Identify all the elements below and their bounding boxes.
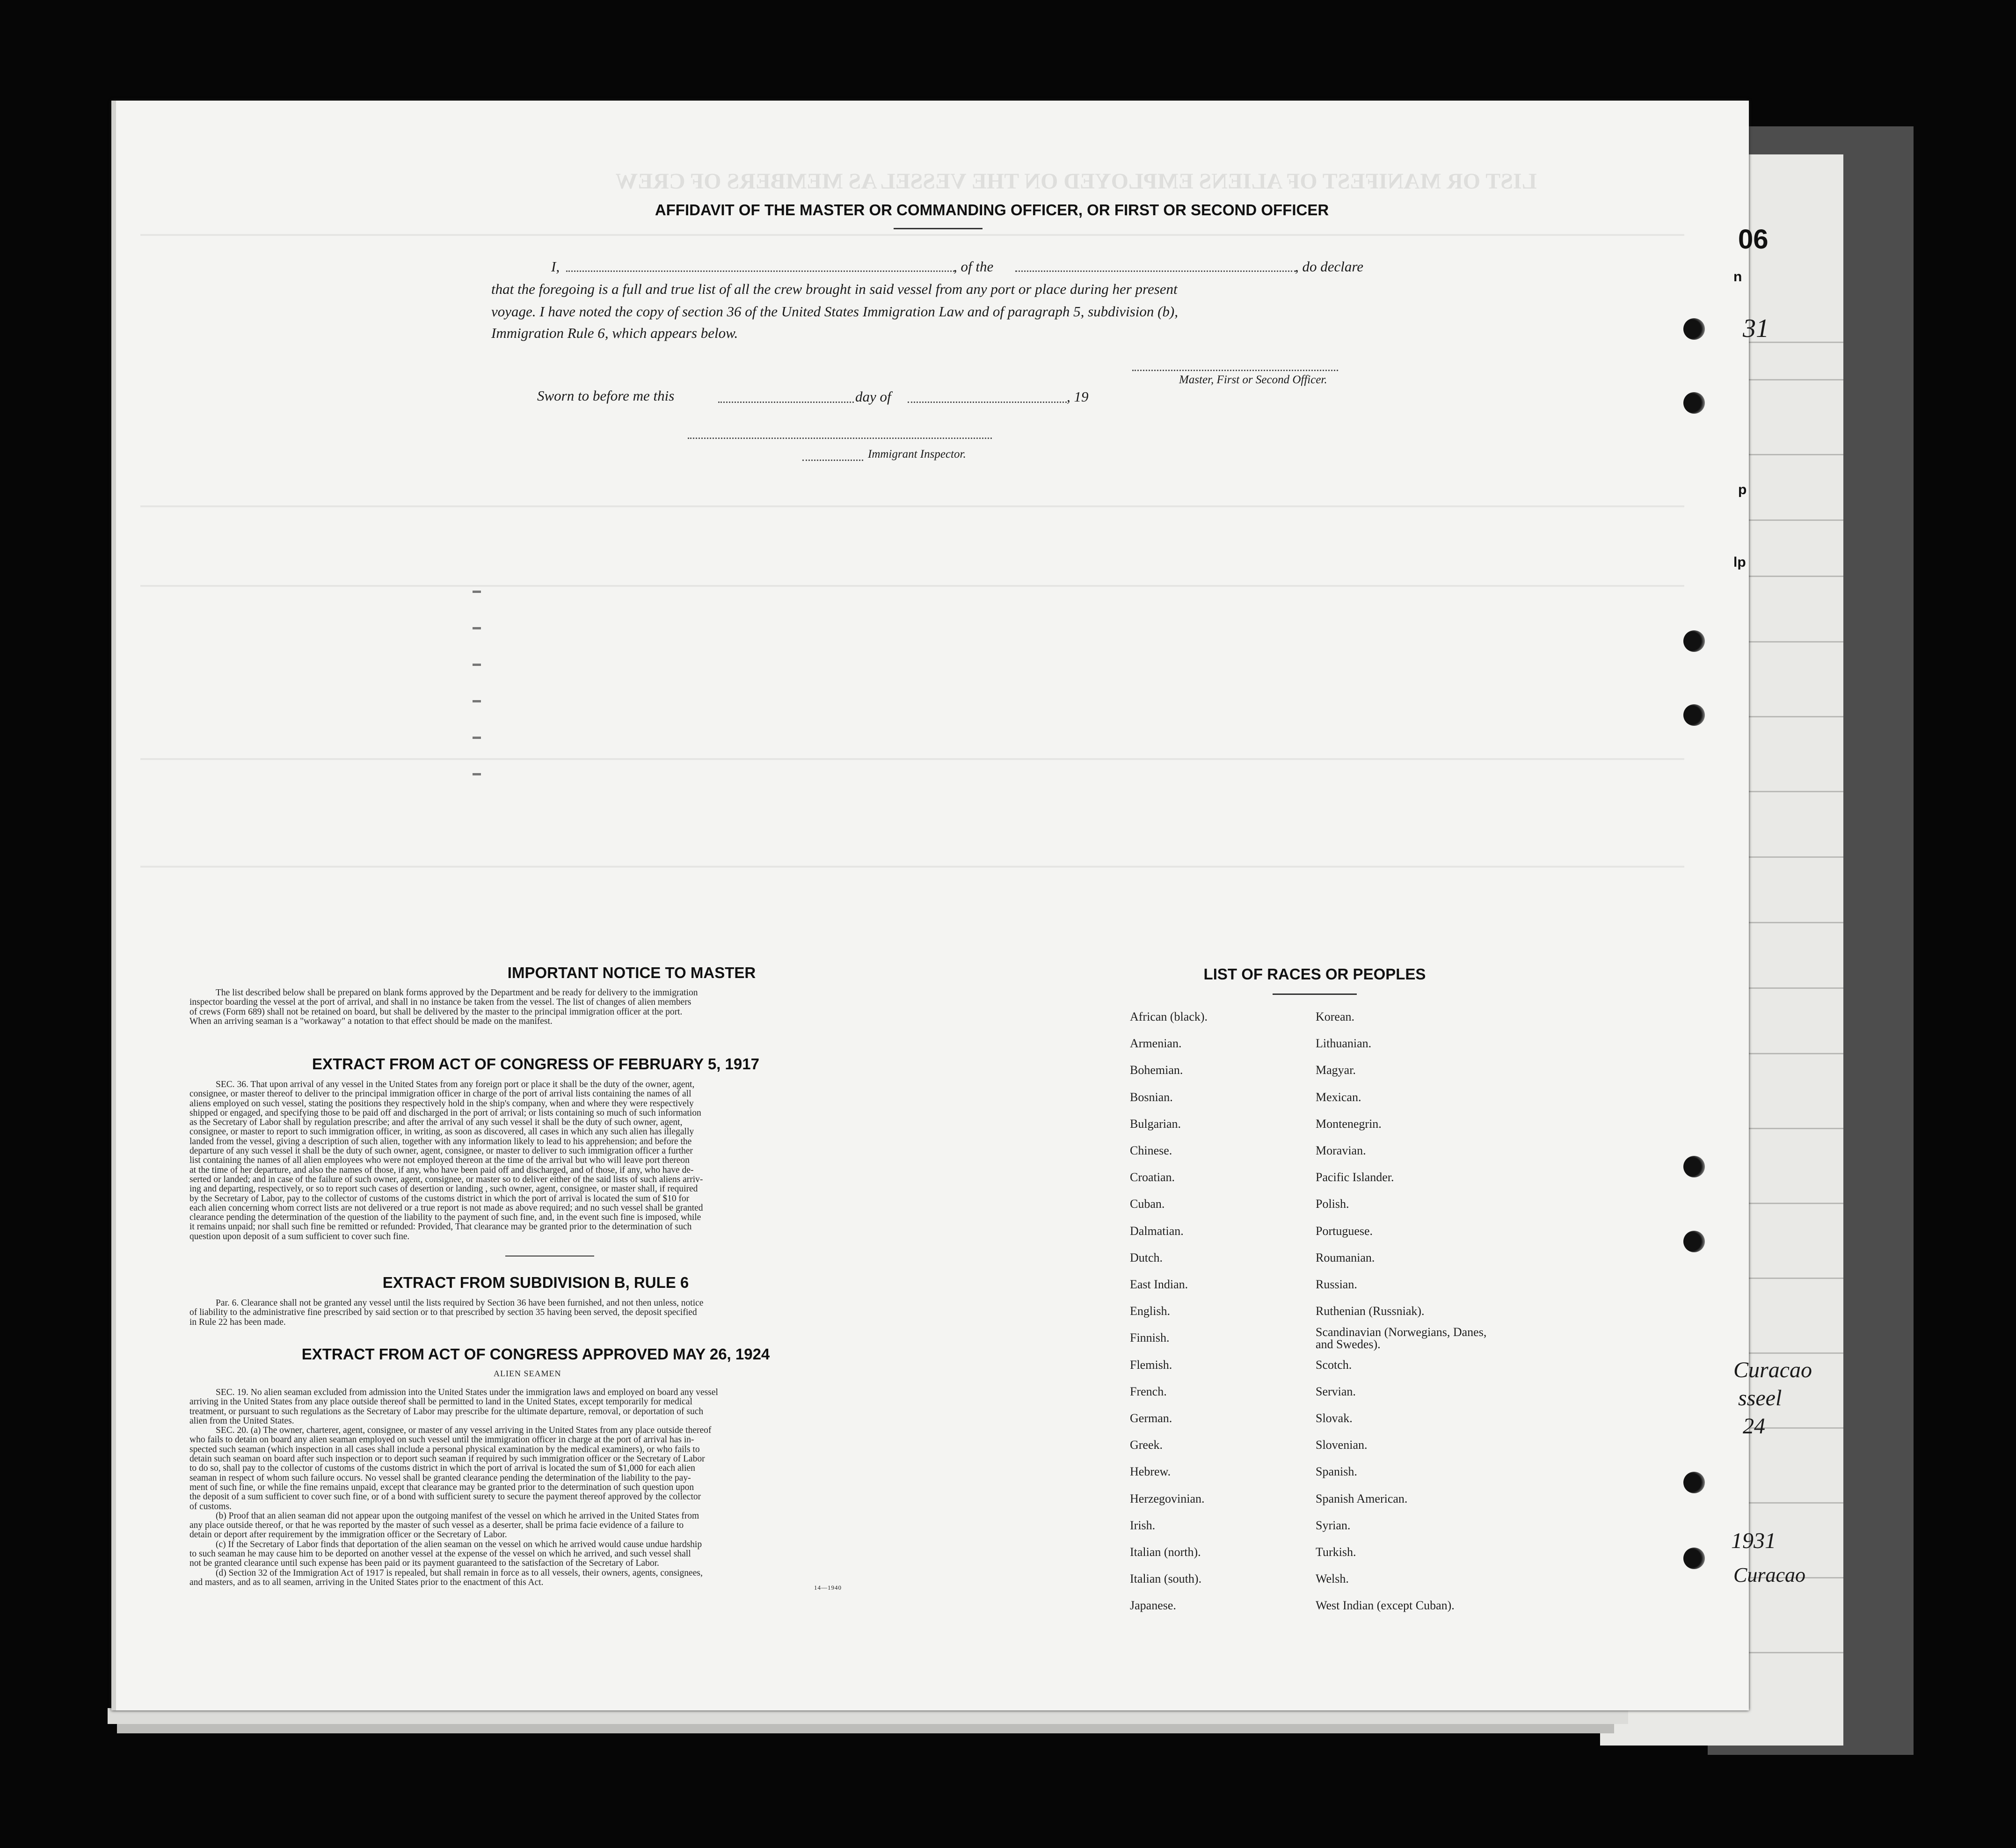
extract-line: detain such seaman on board after such inspection or to deport such seaman if required by such immigration officer or the Secretary of Labor (189, 1454, 705, 1464)
extract-line: treatment, or pursuant to such regulations as the Secretary of Labor may prescribe for the ultimate departure, removal, or deportation of such (189, 1406, 704, 1417)
ghost-line (140, 505, 1684, 507)
race-item: Portuguese. (1316, 1224, 1373, 1238)
sworn-prefix: Sworn to before me this (537, 387, 675, 404)
extract-rule6-body (189, 1299, 882, 1327)
races-title-rule (1273, 993, 1357, 995)
handwritten-note: sseel (1738, 1386, 1782, 1410)
extract-1917-body (189, 1080, 882, 1242)
extract-line: (d) Section 32 of the Immigration Act of 1917 is repealed, but shall remain in force as to all vessels, their owners, agents, consignees, (216, 1568, 703, 1578)
extract-line: serted or landed; and in case of the failure of such owner, agent, consignee, or master so to deliver either of the said lists of such aliens arriv- (189, 1174, 703, 1184)
binder-hole (1683, 318, 1705, 340)
race-item: Syrian. (1316, 1518, 1351, 1532)
notice-paragraph (189, 988, 882, 1026)
extract-line: of liability to the administrative fine prescribed by said section or to that prescribed by section 35 having been served, the deposit specified (189, 1307, 697, 1318)
race-item: Mexican. (1316, 1090, 1361, 1104)
margin-dash (473, 773, 481, 775)
race-item: Flemish. (1130, 1358, 1172, 1372)
sworn-month-blank (908, 402, 1067, 403)
race-item: Moravian. (1316, 1144, 1366, 1157)
master-signature-line (1132, 370, 1338, 371)
extract-line: and masters, and as to all seamen, arriving in the United States prior to the enactment of this Act. (189, 1577, 544, 1587)
ghost-line (140, 758, 1684, 760)
extract-line: as the Secretary of Labor shall by regulation prescribe; and after the arrival of any such vessel it shall be the duty of such owner, agent, (189, 1118, 683, 1128)
vessel-blank (1015, 270, 1296, 272)
extract-line: in Rule 22 has been made. (189, 1317, 286, 1327)
race-item: West Indian (except Cuban). (1316, 1599, 1455, 1613)
extract-line: it remains unpaid; nor shall such fine be remitted or refunded: Provided, That clearance may be granted prior to the determination of such (189, 1222, 692, 1232)
page-bottom-edge (108, 1708, 1628, 1724)
extract-rule6-title: EXTRACT FROM SUBDIVISION B, RULE 6 (382, 1274, 689, 1291)
race-item: Japanese. (1130, 1599, 1176, 1613)
extract-line: SEC. 36. That upon arrival of any vessel in the United States from any foreign port or place it shall be the duty of the owner, agent, (216, 1080, 695, 1089)
race-item: Herzegovinian. (1130, 1491, 1205, 1505)
race-item: Pacific Islander. (1316, 1170, 1394, 1184)
notice-line: When an arriving seaman is a "workaway" a notation to that effect should be made on the manifest. (189, 1016, 553, 1026)
inspector-lead-line (802, 460, 863, 461)
race-item: Korean. (1316, 1010, 1355, 1023)
race-item: Chinese. (1130, 1144, 1172, 1157)
extract-line: of customs. (189, 1501, 232, 1512)
extract-line: shipped or engaged, and specifying those to be paid off and discharged in the port of arrival; or lists containing so much of such information (189, 1108, 701, 1118)
race-item: Welsh. (1316, 1572, 1349, 1586)
sworn-year: , 19 (1067, 388, 1089, 405)
inspector-signature-line (688, 438, 992, 439)
race-item: Bosnian. (1130, 1090, 1173, 1104)
race-item: Dutch. (1130, 1250, 1163, 1264)
ghost-line (140, 585, 1684, 587)
extract-line: landed from the vessel, giving a description of such alien, together with any information likely to lead to his apprehension; and before the (189, 1136, 692, 1147)
extract-line: who fails to detain on board any alien seaman employed on such vessel until the immigration officer in charge at the port of arrival has in- (189, 1435, 694, 1445)
notice-line: The list described below shall be prepared on blank forms approved by the Department and be ready for delivery to the immigration (216, 988, 698, 998)
extract-line: at the time of her departure, and also the names of those, if any, who have been paid off and discharged, and of those, if any, who have de- (189, 1165, 694, 1175)
name-blank (566, 270, 954, 272)
extract-line: to do so, shall pay to the collector of customs of the customs district in which the port of arrival is located the sum of $1,000 for each alien (189, 1463, 695, 1474)
extract-line: spected such seaman (which inspection in all cases shall include a personal physical examination by the medical examiners), or who fails to (189, 1444, 700, 1454)
race-item: Italian (south). (1130, 1572, 1202, 1586)
race-item: Servian. (1316, 1384, 1356, 1398)
edge-letter: lp (1733, 555, 1746, 570)
race-item: Turkish. (1316, 1545, 1356, 1559)
master-caption: Master, First or Second Officer. (1179, 373, 1327, 386)
notice-line: inspector boarding the vessel at the port of arrival, and shall in no instance be taken from the vessel. The list of changes of alien members (189, 997, 691, 1008)
handwritten-year: 1931 (1731, 1528, 1776, 1553)
race-item: Irish. (1130, 1518, 1156, 1532)
page-bottom-edge-shadow (117, 1724, 1614, 1733)
extract-line: list containing the names of all alien employees who were not employed thereon at the time of the arrival but who will leave port thereon (189, 1155, 690, 1166)
extract-line: each alien concerning whom correct lists are not delivered or a true report is not made as above required; and no such vessel shall be granted (189, 1203, 703, 1213)
race-item: Slovenian. (1316, 1438, 1368, 1452)
inspector-caption: Immigrant Inspector. (868, 448, 966, 460)
race-item: Montenegrin. (1316, 1117, 1382, 1131)
extract-1917-title: EXTRACT FROM ACT OF CONGRESS OF FEBRUARY 5, 1917 (312, 1055, 759, 1073)
race-item: French. (1130, 1384, 1167, 1398)
margin-dash (473, 627, 481, 629)
extract-line: the deposit of a sum sufficient to cover such fine, or of a bond with sufficient surety to secure the payment thereof approved by the collector (189, 1492, 701, 1502)
extract-line: ment of such fine, or while the fine remains unpaid, except that clearance may be granted prior to the determination of such question upon (189, 1482, 694, 1492)
binder-hole (1683, 1156, 1705, 1177)
extract-line: consignee, or master to report to such immigration officer, in writing, as soon as discovered, all cases in which any such alien has illegally (189, 1127, 694, 1137)
extract-1924-title: EXTRACT FROM ACT OF CONGRESS APPROVED MAY 26, 1924 (301, 1345, 770, 1363)
bleed-through-title: LIST OR MANIFEST OF ALIENS EMPLOYED ON THE VESSEL AS MEMBERS OF CREW (615, 169, 1537, 194)
extract-line: to such seaman he may cause him to be deported on another vessel at the expense of the vessel on which he arrived, and such vessel shall (189, 1549, 691, 1559)
extract-line: clearance pending the determination of the question of the liability to the payment of such fine, and, in the event such fine is imposed, while (189, 1213, 701, 1223)
affidavit-of-the: , of the (953, 258, 994, 275)
binder-hole (1683, 1231, 1705, 1252)
extract-line: question upon deposit of a sum sufficient to cover such fine. (189, 1231, 410, 1242)
alien-seamen-subtitle: ALIEN SEAMEN (494, 1369, 561, 1378)
race-item: Magyar. (1316, 1063, 1356, 1077)
affidavit-line-4: Immigration Rule 6, which appears below. (491, 325, 738, 341)
race-item: Bulgarian. (1130, 1117, 1181, 1131)
extract-line: (b) Proof that an alien seaman did not appear upon the outgoing manifest of the vessel on which he arrived in the United States from (216, 1511, 699, 1521)
race-item: German. (1130, 1411, 1172, 1425)
race-item: Scandinavian (Norwegians, Danes, and Swedes). (1316, 1325, 1487, 1351)
extract-line: seaman in respect of whom such failure occurs. No vessel shall be granted clearance pending the determination of the liability to the pay- (189, 1473, 691, 1483)
race-item: Finnish. (1130, 1331, 1170, 1345)
sworn-day-of: day of (855, 388, 891, 405)
race-item: Italian (north). (1130, 1545, 1201, 1559)
margin-dash (473, 737, 481, 739)
binder-hole (1683, 630, 1705, 652)
notice-title: IMPORTANT NOTICE TO MASTER (507, 964, 756, 981)
races-title: LIST OF RACES OR PEOPLES (1203, 965, 1426, 983)
handwritten-number: 31 (1743, 314, 1769, 343)
margin-dash (473, 700, 481, 702)
edge-letter: p (1738, 482, 1747, 497)
handwritten-port: Curacao (1733, 1358, 1812, 1382)
margin-dash (473, 664, 481, 666)
extract-line: SEC. 19. No alien seaman excluded from admission into the United States under the immigration laws and employed on board any vessel (216, 1388, 718, 1397)
race-item: Slovak. (1316, 1411, 1353, 1425)
form-code: 14—1940 (814, 1584, 842, 1591)
binder-hole (1683, 1472, 1705, 1493)
race-item: Greek. (1130, 1438, 1163, 1452)
margin-dash (473, 591, 481, 593)
affidavit-do-declare: , do declare (1295, 258, 1364, 275)
extract-line: consignee, or master thereof to deliver to the principal immigration officer in charge of the port of arrival lists containing the names of all (189, 1089, 691, 1099)
race-item: Lithuanian. (1316, 1037, 1372, 1051)
notice-line: of crews (Form 689) shall not be retained on board, but shall be delivered by the master to the principal immigration officer at the port. (189, 1007, 683, 1017)
extract-line: departure of any such vessel it shall be the duty of such owner, agent, consignee, or master to deliver to such immigration officer a further (189, 1146, 693, 1156)
extract-line: ing and departing, respectively, or so to report such cases of desertion or landing , such owner, agent, consignee, or master shall, if required (189, 1184, 698, 1194)
extract-line: arriving in the United States from any place outside thereof shall be permitted to land in the United States, except temporarily for medical (189, 1397, 692, 1407)
affidavit-line-2: that the foregoing is a full and true list of all the crew brought in said vessel from any port or place during her present (491, 281, 1178, 297)
extract-1924-body (189, 1388, 882, 1587)
sworn-day-blank (718, 402, 854, 403)
race-item: English. (1130, 1304, 1170, 1318)
race-item: Spanish American. (1316, 1491, 1408, 1505)
extract-line: alien from the United States. (189, 1416, 294, 1426)
ghost-line (140, 234, 1684, 236)
extract-line: (c) If the Secretary of Labor finds that deportation of the alien seaman on the vessel on which he arrived would cause undue hardship (216, 1539, 702, 1549)
race-item: Russian. (1316, 1278, 1357, 1291)
race-item: Dalmatian. (1130, 1224, 1184, 1238)
race-item: Spanish. (1316, 1465, 1357, 1479)
title-rule (894, 228, 983, 229)
extract-line: SEC. 20. (a) The owner, charterer, agent, consignee, or master of any vessel arriving in the United States from any place outside thereof (216, 1425, 712, 1436)
extract-line: by the Secretary of Labor, pay to the collector of customs of the customs district in which the port of arrival is located the sum of $10 for (189, 1193, 690, 1204)
race-item: Cuban. (1130, 1197, 1165, 1211)
race-item: Hebrew. (1130, 1465, 1171, 1479)
binder-hole (1683, 704, 1705, 726)
extract-line: any place outside thereof, or that he was reported by the master of such vessel as a deserter, shall be prima facie evidence of a failure to (189, 1520, 684, 1531)
page-number-fragment: 06 (1738, 224, 1769, 255)
ghost-line (140, 866, 1684, 868)
race-item: Bohemian. (1130, 1063, 1183, 1077)
binder-hole (1683, 1548, 1705, 1569)
race-item: East Indian. (1130, 1278, 1188, 1291)
race-item: African (black). (1130, 1010, 1208, 1023)
affidavit-title: AFFIDAVIT OF THE MASTER OR COMMANDING OFFICER, OR FIRST OR SECOND OFFICER (655, 201, 1329, 219)
handwritten-note: 24 (1743, 1414, 1765, 1439)
handwritten-port: Curacao (1733, 1563, 1805, 1586)
affidavit-i: I, (551, 258, 560, 275)
race-item: Polish. (1316, 1197, 1349, 1211)
edge-letter: n (1733, 269, 1742, 285)
race-item: Roumanian. (1316, 1250, 1375, 1264)
extract-line: Par. 6. Clearance shall not be granted any vessel until the lists required by Section 36 have been furnished, and not then unless, notice (216, 1298, 704, 1308)
binder-hole (1683, 392, 1705, 414)
extract-line: detain or deport after requirement by the immigration officer or the Secretary of Labor. (189, 1530, 507, 1540)
race-item: Scotch. (1316, 1358, 1352, 1372)
race-item: Armenian. (1130, 1037, 1182, 1051)
race-item: Croatian. (1130, 1170, 1175, 1184)
extract-line: not be granted clearance until such expense has been paid or its payment guaranteed to the satisfaction of the Secretary of Labor. (189, 1558, 659, 1569)
race-item: Ruthenian (Russniak). (1316, 1304, 1425, 1318)
extract-line: aliens employed on such vessel, stating the positions they respectively hold in the ship's company, when and where they were respectively (189, 1098, 694, 1109)
affidavit-line-3: voyage. I have noted the copy of section 36 of the United States Immigration Law and of paragraph 5, subdivision (b), (491, 303, 1178, 320)
